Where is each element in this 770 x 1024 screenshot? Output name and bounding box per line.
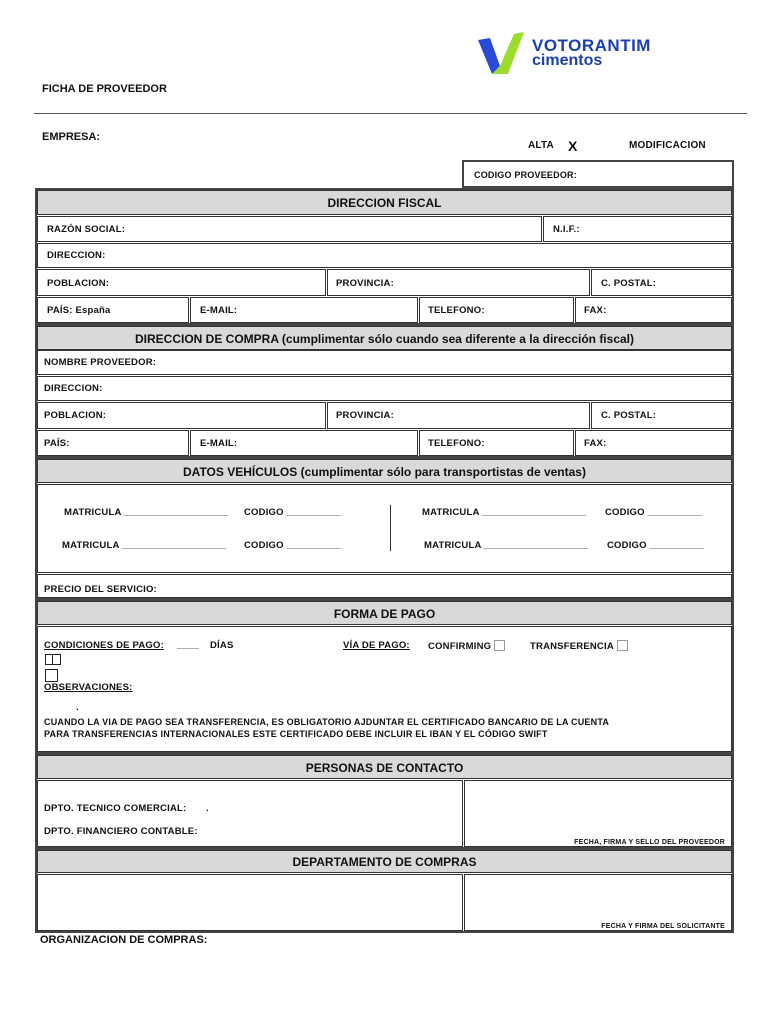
compra-pais-label: PAÍS: bbox=[44, 438, 70, 449]
compra-cpostal-field[interactable] bbox=[591, 402, 732, 429]
razon-social-label: RAZÓN SOCIAL: bbox=[47, 224, 126, 235]
firma-proveedor-label: FECHA, FIRMA Y SELLO DEL PROVEEDOR bbox=[574, 839, 725, 846]
compra-telefono-label: TELEFONO: bbox=[428, 438, 485, 449]
compras-heading: DEPARTAMENTO DE COMPRAS bbox=[37, 850, 732, 873]
checkbox-large[interactable] bbox=[45, 669, 58, 682]
contacto-heading: PERSONAS DE CONTACTO bbox=[37, 755, 732, 779]
fiscal-pais-field[interactable] bbox=[37, 297, 189, 323]
nif-field[interactable] bbox=[543, 216, 732, 242]
fiscal-pais-label: PAÍS: España bbox=[47, 305, 111, 316]
compra-pais-field[interactable] bbox=[37, 430, 189, 456]
condiciones-pago-label: CONDICIONES DE PAGO: bbox=[44, 640, 164, 651]
fiscal-telefono-label: TELEFONO: bbox=[428, 305, 485, 316]
dias-label: DÍAS bbox=[210, 640, 234, 651]
compra-provincia-field[interactable] bbox=[327, 402, 590, 429]
fiscal-poblacion-field[interactable] bbox=[37, 269, 326, 296]
transferencia-option[interactable] bbox=[530, 640, 628, 652]
fiscal-email-label: E-MAIL: bbox=[200, 305, 238, 316]
header-divider bbox=[34, 113, 747, 114]
alta-label: ALTA bbox=[528, 140, 554, 151]
precio-servicio-label: PRECIO DEL SERVICIO: bbox=[44, 584, 157, 595]
condiciones-pago-blank[interactable]: ____ bbox=[177, 640, 199, 651]
compra-poblacion-label: POBLACION: bbox=[44, 410, 107, 421]
dpto-tecnico-label: DPTO. TECNICO COMERCIAL: bbox=[44, 803, 187, 814]
compra-cpostal-label: C. POSTAL: bbox=[601, 410, 657, 421]
contacto-signature-box[interactable] bbox=[464, 780, 732, 847]
fiscal-telefono-field[interactable] bbox=[419, 297, 574, 323]
fiscal-cpostal-field[interactable] bbox=[591, 269, 732, 296]
transferencia-label: TRANSFERENCIA bbox=[530, 641, 614, 652]
transferencia-checkbox[interactable] bbox=[617, 640, 628, 651]
matricula-field-3[interactable]: MATRICULA ___________________ bbox=[62, 540, 227, 551]
razon-social-field[interactable] bbox=[37, 216, 542, 242]
firma-solicitante-label: FECHA Y FIRMA DEL SOLICITANTE bbox=[601, 923, 725, 930]
precio-servicio-field[interactable] bbox=[37, 574, 732, 598]
compra-fax-label: FAX: bbox=[584, 438, 607, 449]
matricula-field-1[interactable]: MATRICULA ___________________ bbox=[64, 507, 229, 518]
contacto-left-box[interactable] bbox=[37, 780, 463, 847]
via-pago-label: VÍA DE PAGO: bbox=[343, 640, 410, 651]
empresa-label: EMPRESA: bbox=[42, 131, 101, 143]
codigo-proveedor-field[interactable] bbox=[462, 160, 734, 188]
fiscal-email-field[interactable] bbox=[190, 297, 418, 323]
aviso-transferencia-1: CUANDO LA VIA DE PAGO SEA TRANSFERENCIA, ES OBLIGATORIO AJDUNTAR EL CERTIFICADO BANCARIO DE LA CUENTA bbox=[44, 717, 610, 727]
aviso-transferencia-2: PARA TRANSFERENCIAS INTERNACIONALES ESTE CERTIFICADO DEBE INCLUIR EL IBAN Y EL CÓDIGO SWIFT bbox=[44, 729, 548, 739]
codigo-field-2[interactable]: CODIGO __________ bbox=[605, 507, 703, 518]
votorantim-logo-icon bbox=[474, 30, 530, 76]
compra-poblacion-field[interactable] bbox=[37, 402, 326, 429]
observaciones-value[interactable]: . bbox=[76, 702, 79, 713]
checkbox-small-2[interactable] bbox=[52, 654, 61, 665]
logo-line2: cimentos bbox=[532, 52, 603, 69]
fiscal-provincia-field[interactable] bbox=[327, 269, 590, 296]
vehiculos-divider bbox=[390, 505, 391, 551]
fiscal-provincia-label: PROVINCIA: bbox=[336, 278, 394, 289]
fiscal-poblacion-label: POBLACION: bbox=[47, 278, 110, 289]
vehiculos-heading: DATOS VEHÍCULOS (cumplimentar sólo para transportistas de ventas) bbox=[37, 459, 732, 483]
logo-line1: VOTORANTIM bbox=[532, 36, 651, 55]
compra-nombre-field[interactable] bbox=[37, 350, 732, 375]
dpto-financiero-label: DPTO. FINANCIERO CONTABLE: bbox=[44, 826, 198, 837]
votorantim-logo bbox=[474, 30, 674, 78]
matricula-field-2[interactable]: MATRICULA ___________________ bbox=[422, 507, 587, 518]
observaciones-label: OBSERVACIONES: bbox=[44, 682, 133, 693]
compras-signature-box[interactable] bbox=[464, 874, 732, 931]
compras-left-box[interactable] bbox=[37, 874, 463, 931]
fiscal-fax-field[interactable] bbox=[575, 297, 732, 323]
fiscal-cpostal-label: C. POSTAL: bbox=[601, 278, 657, 289]
fiscal-direccion-field[interactable] bbox=[37, 243, 732, 268]
compra-direccion-field[interactable] bbox=[37, 376, 732, 401]
confirming-checkbox[interactable] bbox=[494, 640, 505, 651]
compra-nombre-label: NOMBRE PROVEEDOR: bbox=[44, 357, 157, 368]
dpto-tecnico-value[interactable]: . bbox=[206, 803, 209, 814]
matricula-field-4[interactable]: MATRICULA ___________________ bbox=[424, 540, 589, 551]
fiscal-direccion-label: DIRECCION: bbox=[47, 250, 106, 261]
codigo-proveedor-label: CODIGO PROVEEDOR: bbox=[474, 170, 577, 180]
codigo-field-3[interactable]: CODIGO __________ bbox=[244, 540, 342, 551]
confirming-label: CONFIRMING bbox=[428, 641, 492, 652]
compra-provincia-label: PROVINCIA: bbox=[336, 410, 394, 421]
codigo-field-1[interactable]: CODIGO __________ bbox=[244, 507, 342, 518]
codigo-field-4[interactable]: CODIGO __________ bbox=[607, 540, 705, 551]
organizacion-compras-label: ORGANIZACION DE COMPRAS: bbox=[40, 934, 208, 946]
modificacion-label: MODIFICACION bbox=[629, 140, 706, 151]
vehiculos-body bbox=[37, 484, 732, 573]
compra-direccion-label: DIRECCION: bbox=[44, 383, 103, 394]
alta-mark[interactable]: X bbox=[568, 138, 578, 154]
compra-email-label: E-MAIL: bbox=[200, 438, 238, 449]
compra-heading: DIRECCION DE COMPRA (cumplimentar sólo cuando sea diferente a la dirección fiscal) bbox=[37, 326, 732, 350]
pago-body bbox=[37, 626, 732, 752]
compra-telefono-field[interactable] bbox=[419, 430, 574, 456]
nif-label: N.I.F.: bbox=[553, 224, 580, 235]
compra-email-field[interactable] bbox=[190, 430, 418, 456]
fiscal-fax-label: FAX: bbox=[584, 305, 607, 316]
fiscal-heading: DIRECCION FISCAL bbox=[37, 190, 732, 215]
pago-heading: FORMA DE PAGO bbox=[37, 601, 732, 625]
confirming-option[interactable] bbox=[428, 640, 505, 652]
form-title: FICHA DE PROVEEDOR bbox=[42, 83, 167, 95]
compra-fax-field[interactable] bbox=[575, 430, 732, 456]
